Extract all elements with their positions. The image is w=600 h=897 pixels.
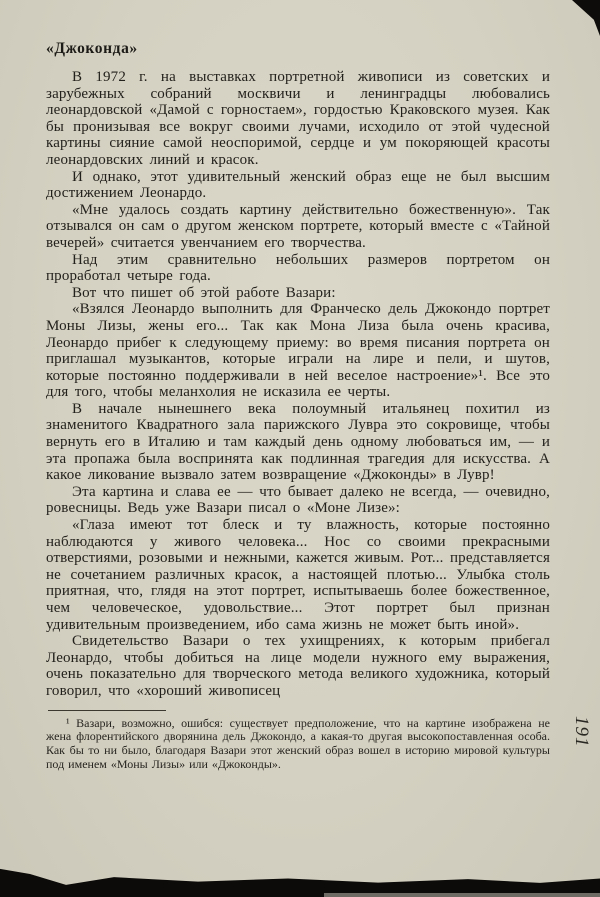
page-title: «Джоконда»: [46, 40, 138, 57]
page-content: [46, 40, 550, 772]
scan-artifact-top-right: [572, 0, 600, 36]
footnote-text: ¹ Вазари, возможно, ошибся: существует предположение, что на картине изображена не жена флорентийского дворянина дель Джокондо, а какая-то другая высокопоставленная особа. Как бы то ни было, благодаря Вазари этот женский образ вошел в историю мировой культуры под именем «Моны Лизы» или «Джоконды».: [46, 715, 550, 771]
paragraph: «Мне удалось создать картину действительно божественную». Так отзывался он сам о другом женском портрете, который вместе с «Тайной вечерей» считается увенчанием его творчества.: [46, 201, 550, 251]
paragraph: Эта картина и слава ее — что бывает далеко не всегда, — очевидно, ровесницы. Ведь уже Вазари писал о «Моне Лизе»:: [46, 483, 550, 517]
page-number: 191: [571, 716, 592, 748]
scan-artifact-bottom-edge: [324, 893, 600, 897]
paragraph: Свидетельство Вазари о тех ухищрениях, к которым прибегал Леонардо, чтобы добиться на лице модели нужного ему выражения, очень показательно для творческого метода великого художника, который говорил, что «хороший живописец: [46, 633, 550, 699]
paragraph: Над этим сравнительно небольших размеров портретом он проработал четыре года.: [46, 251, 550, 285]
paragraph: «Взялся Леонардо выполнить для Франческо дель Джокондо портрет Моны Лизы, жены его... Так как Мона Лиза была очень красива, Леонардо прибег к следующему приему: во время писания портрета он приглашал музыкантов, которые играли на лире и пели, и шутов, которые постоянно поддерживали в ней веселое настроение»¹. Все это для того, чтобы меланхолия не исказила ее черты.: [46, 301, 550, 401]
paragraph: В начале нынешнего века полоумный итальянец похитил из знаменитого Квадратного зала парижского Лувра это сокровище, чтобы вернуть его в Италию и там каждый день одному любоваться им, — и эта пропажа была воспринята как подлинная трагедия для искусства. А какое ликование вызвало затем возвращение «Джоконды» в Лувр!: [46, 400, 550, 484]
paragraph: И однако, этот удивительный женский образ еще не был высшим достижением Леонардо.: [46, 168, 550, 202]
footnote-divider: [48, 710, 166, 711]
paragraph: Вот что пишет об этой работе Вазари:: [72, 284, 336, 301]
paragraph: В 1972 г. на выставках портретной живописи из советских и зарубежных собраний москвичи и ленинградцы любовались леонардовской «Дамой с горностаем», гордостью Краковского музея. Как бы пронизывая все вокруг своими лучами, исходило от этой чудесной картины сияние самой неоспоримой, сердце и ум покоряющей красоты леонардовских линий и красок.: [46, 69, 550, 168]
paragraph: «Глаза имеют тот блеск и ту влажность, которые постоянно наблюдаются у живого человека... Нос со своими прекрасными отверстиями, розовыми и нежными, кажется живым. Рот... представляется не сочетанием различных красок, а настоящей плотью... Улыбка столь приятная, что, глядя на этот портрет, испытываешь более божественное, чем человеческое, удовольствие... Этот портрет был признан удивительным произведением, ибо сама жизнь не может быть иной».: [46, 517, 550, 633]
